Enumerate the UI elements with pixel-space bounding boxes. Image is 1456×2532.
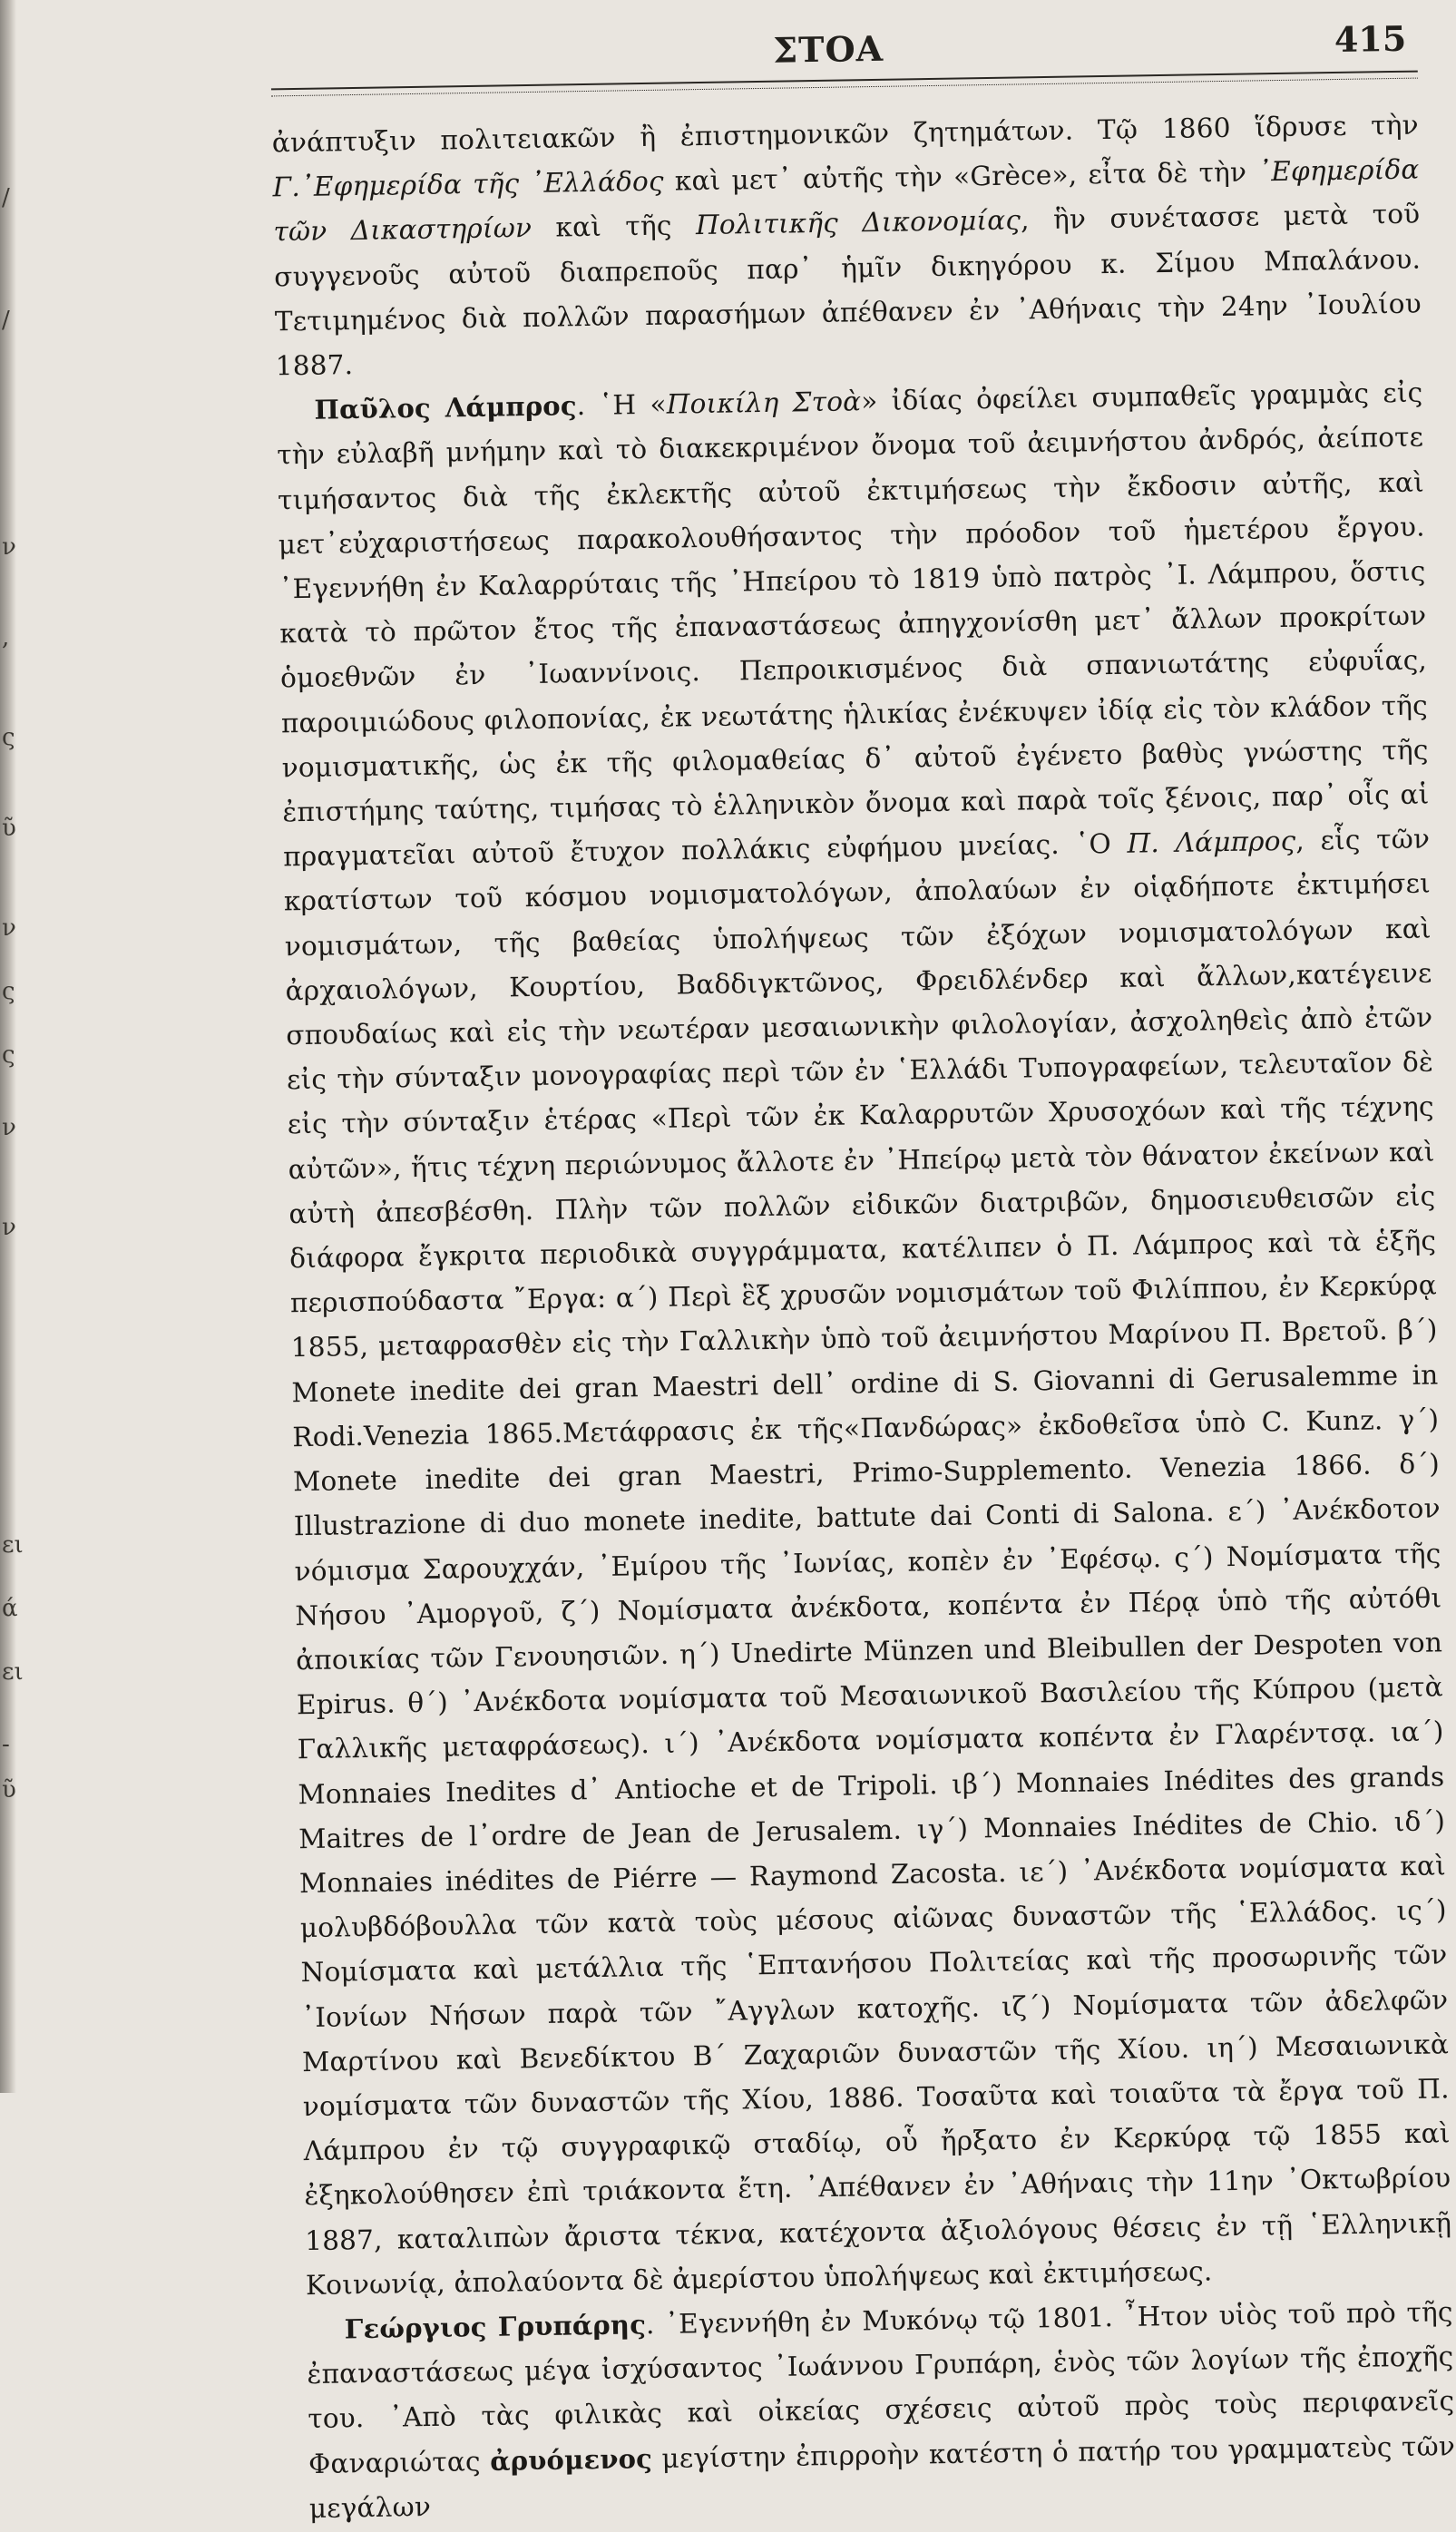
text-run: ἀνάπτυξιν πολιτειακῶν ἢ ἐπιστημονικῶν ζητημάτων. Τῷ 1860 ἵδρυσε τὴν <box>271 109 1419 159</box>
left-margin-marks <box>0 0 24 2093</box>
text-run: , εἷς τῶν κρατίστων τοῦ κόσμου νομισματολόγων, ἀπολαύων ἐν οἱᾳδήποτε ἐκτιμήσει νομισμάτων, τῆς βαθείας ὑπολήψεως τῶν ἐξόχων νομισματολόγων καὶ ἀρχαιολόγων, Κουρτίου, Βαδδιγκτῶνος, Φρειδλένδερ καὶ ἄλλων,κατέγεινε σπουδαίως καὶ εἰς τὴν νεωτέραν μεσαιωνικὴν φιλολογίαν, ἀσχοληθεὶς ἀπὸ ἐτῶν εἰς τὴν σύνταξιν μονογραφίας περὶ τῶν ἐν ῾Ελλάδι Τυπογραφείων, τελευταῖον δὲ εἰς τὴν σύνταξιν ἑτέρας «Περὶ τῶν ἐκ Καλαρρυτῶν Χρυσοχόων καὶ τῆς τέχνης αὐτῶν», ἥτις τέχνη περιώνυμος ἄλλοτε ἐν ᾿Ηπείρῳ μετὰ τὸν θάνατον ἐκείνων καὶ αὐτὴ ἀπεσβέσθη. Πλὴν τῶν πολλῶν εἰδικῶν διατριβῶν, δημοσιευθεισῶν εἰς διάφορα ἔγκριτα περιοδικὰ συγγράμματα, κατέλιπεν ὁ Π. Λάμπρος καὶ τὰ ἑξῆς περισπούδαστα ῎Εργα: α΄) Περὶ ἓξ χρυσῶν νομισμάτων τοῦ Φιλίππου, ἐν Κερκύρᾳ 1855, μεταφρασθὲν εἰς τὴν Γαλλικὴν ὑπὸ τοῦ ἀειμνήστου Μαρίνου Π. Βρετοῦ. β΄) Monete inedite dei gran Maestri dell᾿ ordine di S. Giovanni di Gerusalemme in Rodi.Venezia 1865.Μετάφρασις ἐκ τῆς«Πανδώρας» ἐκδοθεῖσα ὑπὸ C. Kunz. γ΄) Monete inedite dei gran Maestri, Primo-Supplemento. Venezia 1866. δ΄) Illustrazione di duo monete inedite, battute dai Conti di Salona. ε΄) ᾿Ανέκδοτον νόμισμα Σαρουχχάν, ᾿Εμίρου τῆς ᾿Ιωνίας, κοπὲν ἐν ᾿Εφέσῳ. ς΄) Νομίσματα τῆς Νήσου ᾿Αμοργοῦ, ζ΄) Νομίσματα ἀνέκδοτα, κοπέντα ἐν Πέρᾳ ὑπὸ τῆς αὐτόθι ἀποικίας τῶν Γενουησιῶν. η΄) Unedirte Münzen und Bleibullen der Despoten von Epirus. θ΄) ᾿Ανέκδοτα νομίσματα τοῦ Μεσαιωνικοῦ Βασιλείου τῆς Κύπρου (μετὰ Γαλλικῆς μεταφράσεως). ι΄) ᾿Ανέκδοτα νομίσματα κοπέντα ἐν Γλαρέντσᾳ. ια΄) Monnaies Inedites d᾿ Antioche et de Tripoli. ιβ΄) Monnaies Inédites des grands Maitres de l᾿ordre de Jean de Jerusalem. ιγ΄) Monnaies Inédites de Chio. ιδ΄) Monnaies inédites de Piérre — Raymond Zacosta. ιε΄) ᾿Ανέκδοτα νομίσματα καὶ μολυβδόβουλλα τῶν κατὰ τοὺς μέσους αἰῶνας δυναστῶν τῆς ῾Ελλάδος. ις΄) Νομίσματα καὶ μετάλλια τῆς ῾Επτανήσου Πολιτείας καὶ τῆς προσωρινῆς τῶν ᾿Ιονίων Νήσων παρὰ τῶν ῎Αγγλων κατοχῆς. ιζ΄) Νομίσματα τῶν ἀδελφῶν Μαρτίνου καὶ Βενεδίκτου Β΄ Ζαχαριῶν δυναστῶν τῆς Χίου. ιη΄) Μεσαιωνικὰ νομίσματα τῶν δυναστῶν τῆς Χίου, 1886. Τοσαῦτα καὶ τοιαῦτα τὰ ἔργα τοῦ Π. Λάμπρου ἐν τῷ συγγραφικῷ σταδίῳ, οὗ ἤρξατο ἐν Κερκύρᾳ τῷ 1855 καὶ ἐξηκολούθησεν ἐπὶ τριάκοντα ἔτη. ᾿Απέθανεν ἐν ᾿Αθήναις τὴν 11ην ᾿Οκτωβρίου 1887, καταλιπὼν ἄριστα τέκνα, κατέχοντα ἀξιολόγους θέσεις ἐν τῇ ῾Ελληνικῇ Κοινωνίᾳ, ἀπολαύοντα δὲ ἀμερίστου ὑπολήψεως καὶ ἐκτιμήσεως. <box>283 823 1452 2301</box>
margin-mark: ς <box>2 724 15 751</box>
text-run: » ἰδίας ὀφείλει συμπαθεῖς γραμμὰς εἰς τὴν εὐλαβῆ μνήμην καὶ τὸ διακεκριμένον ὄνομα τοῦ ἀειμνήστου ἀνδρός, ἀείποτε τιμήσαντος διὰ τῆς ἐκλεκτῆς αὐτοῦ ἐκτιμήσεως τὴν ἔκδοσιν αὐτῆς, καὶ μετ᾿εὐχαριστήσεως παρακολουθήσαντος τὴν πρόοδον τοῦ ἡμετέρου ἔργου. ᾿Εγεννήθη ἐν Καλαρρύταις τῆς ᾿Ηπείρου τὸ 1819 ὑπὸ πατρὸς ᾿Ι. Λάμπρου, ὅστις κατὰ τὸ πρῶτον ἔτος τῆς ἐπαναστάσεως ἀπηγχονίσθη μετ᾿ ἄλλων προκρίτων ὁμοεθνῶν ἐν ᾿Ιωαννίνοις. Πεπροικισμένος διὰ σπανιωτάτης εὐφυΐας, παροιμιώδους φιλοπονίας, ἐκ νεωτάτης ἡλικίας ἐνέκυψεν ἰδίᾳ εἰς τὸν κλάδον τῆς νομισματικῆς, ὡς ἐκ τῆς φιλομαθείας δ᾿ αὐτοῦ ἐγένετο βαθὺς γνώστης τῆς ἐπιστήμης ταύτης, τιμήσας τὸ ἑλληνικὸν ὄνομα καὶ παρὰ τοῖς ξένοις, παρ᾿ οἷς αἱ πραγματεῖαι αὐτοῦ ἔτυχον πολλάκις εὐφήμου μνείας. ῾Ο <box>277 376 1430 873</box>
margin-mark: - <box>2 1731 10 1758</box>
margin-mark: ν <box>2 914 16 942</box>
paragraph <box>306 2290 1456 2531</box>
body-text <box>272 103 1456 2531</box>
page-header <box>238 16 1418 87</box>
margin-mark: ά <box>2 1595 18 1622</box>
text-run: καὶ μετ᾿ αὐτῆς τὴν «Grèce», εἶτα δὲ τὴν <box>663 156 1258 197</box>
margin-mark: ν <box>2 1214 16 1241</box>
entry-heading: Παῦλος Λάμπρος <box>314 390 577 425</box>
paragraph <box>272 103 1422 389</box>
margin-mark: ν <box>2 1114 16 1141</box>
entry-heading: ἀρυόμενος <box>489 2442 653 2477</box>
margin-mark: ῦ <box>2 815 16 842</box>
text-run: καὶ τῆς <box>531 210 697 244</box>
running-title: ΣΤΟΑ <box>772 27 884 71</box>
margin-mark: ς <box>2 978 15 1005</box>
page-number: 415 <box>1334 17 1407 61</box>
margin-mark: ς <box>2 1041 15 1069</box>
italic-text: Π. Λάμπρος <box>1127 826 1296 859</box>
margin-mark: ει <box>2 1531 24 1559</box>
margin-mark: , <box>2 624 10 651</box>
margin-mark: ν <box>2 533 16 561</box>
text-run: μεγίστην ἐπιρροὴν κατέστη ὁ πατήρ του γραμματεὺς τῶν μεγάλων <box>308 2429 1456 2524</box>
margin-mark: ει <box>2 1658 24 1686</box>
entry-heading: Γεώργιος Γρυπάρης <box>344 2309 647 2345</box>
text-run: , ἣν συνέτασσε μετὰ τοῦ συγγενοῦς αὐτοῦ διαπρεποῦς παρ᾿ ἡμῖν δικηγόρου κ. Σίμου Μπαλάνου. Τετιμημένος διὰ πολλῶν παρασήμων ἀπέθανεν ἐν ᾿Αθήναις τὴν 24ην ᾿Ιουλίου 1887. <box>273 198 1422 382</box>
italic-text: Γ.᾿Εφημερίδα τῆς ᾿Ελλάδος <box>272 165 664 203</box>
header-rule <box>271 71 1418 97</box>
italic-text: ᾿Εφημερίδα τῶν Δικαστηρίων <box>273 153 1420 248</box>
margin-mark: / <box>2 184 10 211</box>
book-page <box>238 16 1456 2524</box>
italic-text: Ποικίλη Στοὰ <box>666 386 862 420</box>
text-run: . ῾Η « <box>576 388 667 422</box>
margin-mark: ῦ <box>2 1776 16 1804</box>
margin-mark: / <box>2 307 10 334</box>
paragraph <box>276 371 1452 2308</box>
italic-text: Πολιτικῆς Δικονομίας <box>695 204 1021 241</box>
text-run: . ᾿Εγεννήθη ἐν Μυκόνῳ τῷ 1801. ῏Ητον υἱὸς τοῦ πρὸ τῆς ἐπαναστάσεως μέγα ἰσχύσαντος ᾿Ιωάννου Γρυπάρη, ἑνὸς τῶν λογίων τῆς ἐποχῆς του. ᾿Απὸ τὰς φιλικὰς καὶ οἰκείας σχέσεις αὐτοῦ πρὸς τοὺς περιφανεῖς Φαναριώτας <box>307 2296 1455 2479</box>
